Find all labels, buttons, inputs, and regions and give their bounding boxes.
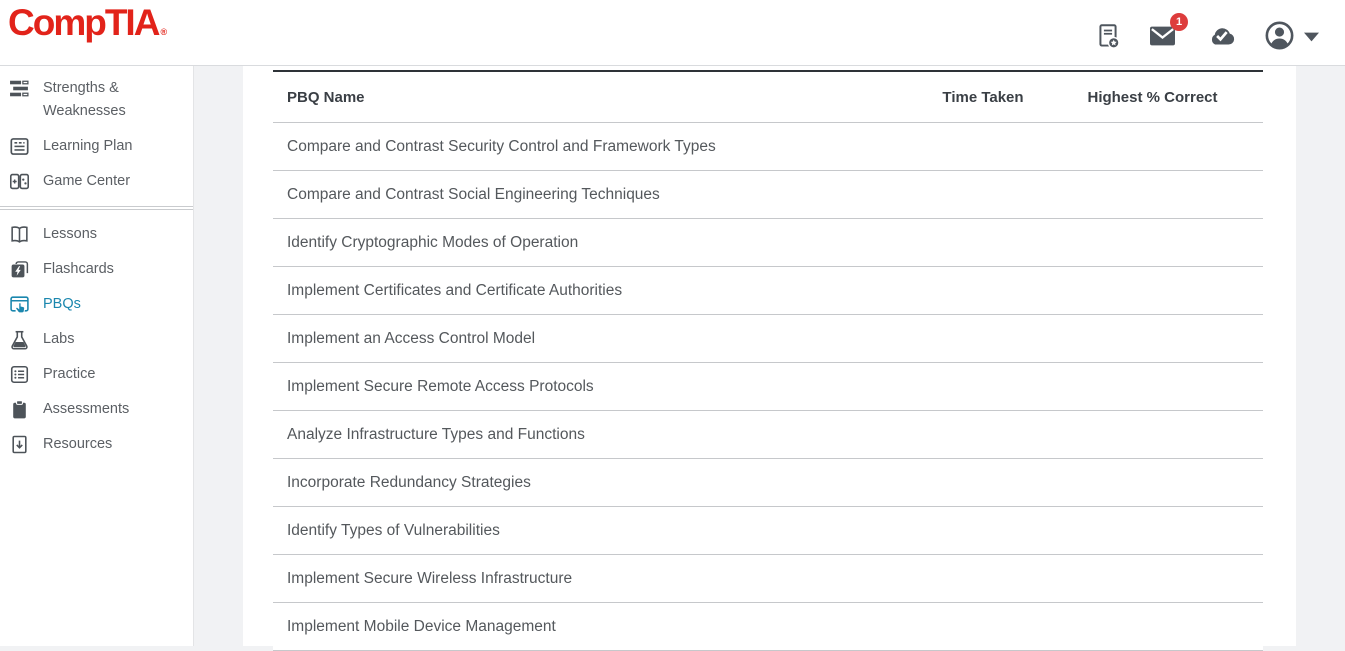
column-header-highest-pct-correct: Highest % Correct: [1087, 88, 1218, 106]
page-body: [0, 66, 1345, 646]
report-button[interactable]: [1094, 20, 1122, 57]
table-row[interactable]: [273, 267, 1263, 315]
sidebar-item-learning-plan[interactable]: [0, 129, 193, 164]
lessons-icon: [9, 224, 30, 245]
sidebar-item-label: Game Center: [43, 173, 131, 189]
game-center-icon: [9, 171, 30, 192]
sidebar-item-label: PBQs: [43, 296, 81, 312]
pbq-name-cell: Identify Types of Vulnerabilities: [287, 521, 500, 539]
logo-text: CompTIA: [8, 2, 159, 43]
pbq-name-cell: Implement Certificates and Certificate Authorities: [287, 281, 623, 299]
table-row[interactable]: [273, 507, 1263, 555]
sidebar-item-pbqs[interactable]: [0, 287, 193, 322]
flashcards-icon: [9, 259, 30, 280]
left-gutter: [194, 66, 243, 646]
table-row[interactable]: [273, 171, 1263, 219]
account-menu-button[interactable]: [1263, 19, 1319, 57]
sync-button[interactable]: [1203, 20, 1240, 56]
resources-icon: [9, 434, 30, 455]
table-row[interactable]: [273, 555, 1263, 603]
labs-icon: [9, 329, 30, 350]
sidebar-item-strengths-weaknesses[interactable]: [0, 71, 193, 129]
caret-down-icon: [1304, 29, 1319, 47]
header-icon-group: [1094, 15, 1319, 57]
sidebar-item-label: Labs: [43, 331, 75, 347]
table-row[interactable]: [273, 315, 1263, 363]
unread-messages-badge: 1: [1170, 13, 1188, 31]
pbq-table-header-row: [273, 72, 1263, 123]
report-icon: [1094, 20, 1122, 57]
table-row[interactable]: [273, 363, 1263, 411]
assessments-icon: [9, 399, 30, 420]
pbq-name-cell: Compare and Contrast Social Engineering Techniques: [287, 185, 660, 203]
sidebar-item-label: Practice: [43, 366, 96, 382]
sidebar-item-labs[interactable]: [0, 322, 193, 357]
comptia-logo: [8, 0, 167, 55]
pbq-name-cell: Implement Secure Remote Access Protocols: [287, 377, 594, 395]
pbq-table: [273, 70, 1263, 651]
registered-mark: ®: [160, 27, 168, 37]
sidebar-item-flashcards[interactable]: [0, 252, 193, 287]
sidebar-primary-section: [0, 71, 193, 199]
table-row[interactable]: [273, 459, 1263, 507]
messages-button[interactable]: [1145, 15, 1183, 56]
column-header-time-taken: Time Taken: [942, 88, 1024, 106]
pbq-name-cell: Implement Secure Wireless Infrastructure: [287, 569, 573, 587]
strengths-weaknesses-icon: [9, 78, 30, 99]
sidebar-item-label: Strengths & Weaknesses: [43, 80, 126, 119]
pbq-name-cell: Identify Cryptographic Modes of Operation: [287, 233, 579, 251]
sidebar-item-game-center[interactable]: [0, 164, 193, 199]
sidebar-item-label: Assessments: [43, 401, 130, 417]
sidebar-item-resources[interactable]: [0, 427, 193, 462]
learning-plan-icon: [9, 136, 30, 157]
table-row[interactable]: [273, 123, 1263, 171]
sidebar-item-lessons[interactable]: [0, 217, 193, 252]
sidebar-item-label: Resources: [43, 436, 113, 452]
sidebar-item-label: Lessons: [43, 226, 98, 242]
table-row[interactable]: [273, 603, 1263, 651]
sidebar-divider: [0, 206, 193, 210]
pbq-name-cell: Compare and Contrast Security Control and Framework Types: [287, 137, 716, 155]
right-gutter: [1296, 66, 1345, 646]
sidebar-nav: [0, 66, 194, 646]
sidebar-item-label: Flashcards: [43, 261, 114, 277]
pbq-name-cell: Incorporate Redundancy Strategies: [287, 473, 531, 491]
sidebar-study-section: [0, 217, 193, 462]
sidebar-item-practice[interactable]: [0, 357, 193, 392]
pbq-table-body: [273, 123, 1263, 651]
pbq-name-cell: Analyze Infrastructure Types and Functions: [287, 425, 585, 443]
account-icon: [1263, 19, 1296, 57]
column-header-pbq-name: PBQ Name: [287, 88, 365, 106]
pbqs-icon: [9, 294, 30, 315]
sidebar-item-label: Learning Plan: [43, 138, 133, 154]
table-row[interactable]: [273, 411, 1263, 459]
practice-icon: [9, 364, 30, 385]
top-header: [0, 0, 1345, 66]
pbq-name-cell: Implement an Access Control Model: [287, 329, 536, 347]
sidebar-item-assessments[interactable]: [0, 392, 193, 427]
sync-icon: [1203, 20, 1240, 56]
main-content: [243, 66, 1296, 646]
table-row[interactable]: [273, 219, 1263, 267]
pbq-name-cell: Implement Mobile Device Management: [287, 617, 556, 635]
